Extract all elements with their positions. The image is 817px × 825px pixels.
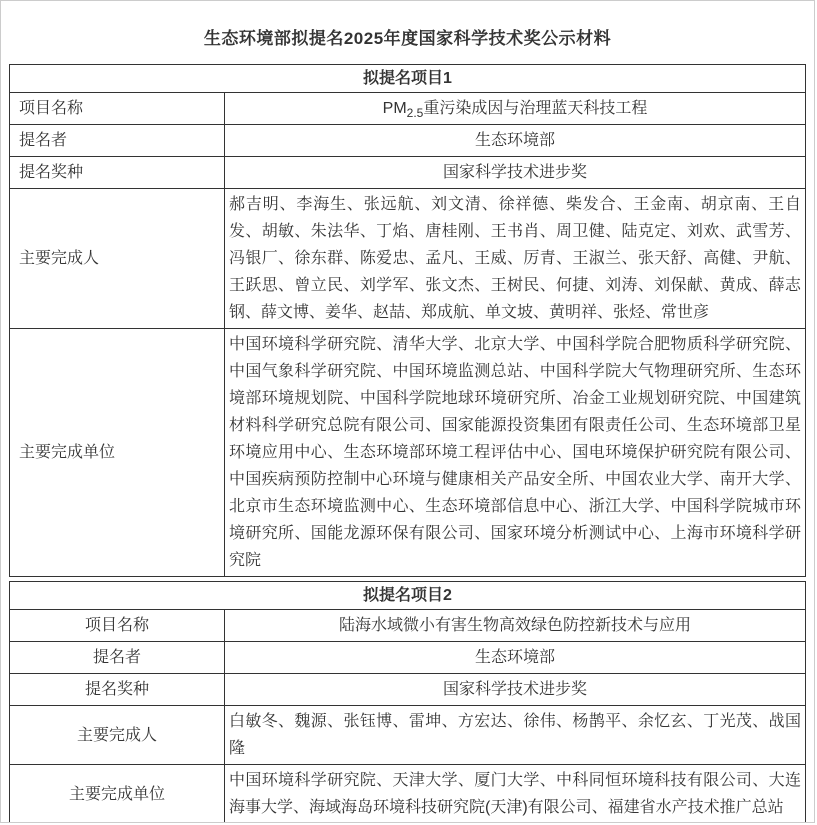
project2-units-label: 主要完成单位 [10,765,225,824]
project2-header: 拟提名项目2 [10,582,806,610]
project2-nominator-value: 生态环境部 [225,642,806,674]
project2-units-value: 中国环境科学研究院、天津大学、厦门大学、中科同恒环境科技有限公司、大连海事大学、海域海岛环境科技研究院(天津)有限公司、福建省水产技术推广总站 [225,765,806,824]
project1-award-type-label: 提名奖种 [10,157,225,189]
table-row [10,610,806,642]
project1-name-subscript: 2.5 [406,106,424,121]
table-row [10,706,806,765]
project2-award-type-value: 国家科学技术进步奖 [225,674,806,706]
table-row [10,93,806,125]
project1-name-value [225,93,806,125]
project1-units-label: 主要完成单位 [10,329,225,577]
project2-completers-label: 主要完成人 [10,706,225,765]
project1-table [9,64,806,577]
project1-award-type-value: 国家科学技术进步奖 [225,157,806,189]
page-title: 生态环境部拟提名2025年度国家科学技术奖公示材料 [203,29,612,48]
project1-header: 拟提名项目1 [10,65,806,93]
table-row [10,157,806,189]
project1-completers-value: 郝吉明、李海生、张远航、刘文清、徐祥德、柴发合、王金南、胡京南、王自发、胡敏、朱法华、丁焰、唐桂刚、王书肖、周卫健、陆克定、刘欢、武雪芳、冯银厂、徐东群、陈爱忠、孟凡、王威、厉青、王淑兰、张天舒、高健、尹航、王跃思、曾立民、刘学军、张文杰、王树民、何捷、刘涛、刘保献、黄成、薛志钢、薛文博、姜华、赵喆、郑成航、单文坡、黄明祥、张烃、常世彦 [225,189,806,329]
table-row [10,765,806,824]
project2-completers-value: 白敏冬、魏源、张钰博、雷坤、方宏达、徐伟、杨鹊平、余忆玄、丁光茂、战国隆 [225,706,806,765]
table-row [10,329,806,577]
project2-name-value: 陆海水域微小有害生物高效绿色防控新技术与应用 [225,610,806,642]
table-row [10,674,806,706]
table-row [10,125,806,157]
project2-award-type-label: 提名奖种 [10,674,225,706]
project1-name-label: 项目名称 [10,93,225,125]
project1-nominator-value: 生态环境部 [225,125,806,157]
project2-nominator-label: 提名者 [10,642,225,674]
project2-name-label: 项目名称 [10,610,225,642]
project1-name-rest: 重污染成因与治理蓝天科技工程 [423,100,648,117]
table-row [10,189,806,329]
table-row [10,65,806,93]
project2-table [9,581,806,823]
project1-units-value: 中国环境科学研究院、清华大学、北京大学、中国科学院合肥物质科学研究院、中国气象科学研究院、中国环境监测总站、中国科学院大气物理研究所、生态环境部环境规划院、中国科学院地球环境研究所、冶金工业规划研究院、中国建筑材料科学研究总院有限公司、国家能源投资集团有限责任公司、生态环境部卫星环境应用中心、生态环境部环境工程评估中心、国电环境保护研究院有限公司、中国疾病预防控制中心环境与健康相关产品安全所、中国农业大学、南开大学、北京市生态环境监测中心、生态环境部信息中心、浙江大学、中国科学院城市环境研究所、国能龙源环保有限公司、国家环境分析测试中心、上海市环境科学研究院 [225,329,806,577]
project1-name-prefix: PM [382,100,407,117]
table-row [10,582,806,610]
table-row [10,642,806,674]
project1-completers-label: 主要完成人 [10,189,225,329]
project1-nominator-label: 提名者 [10,125,225,157]
